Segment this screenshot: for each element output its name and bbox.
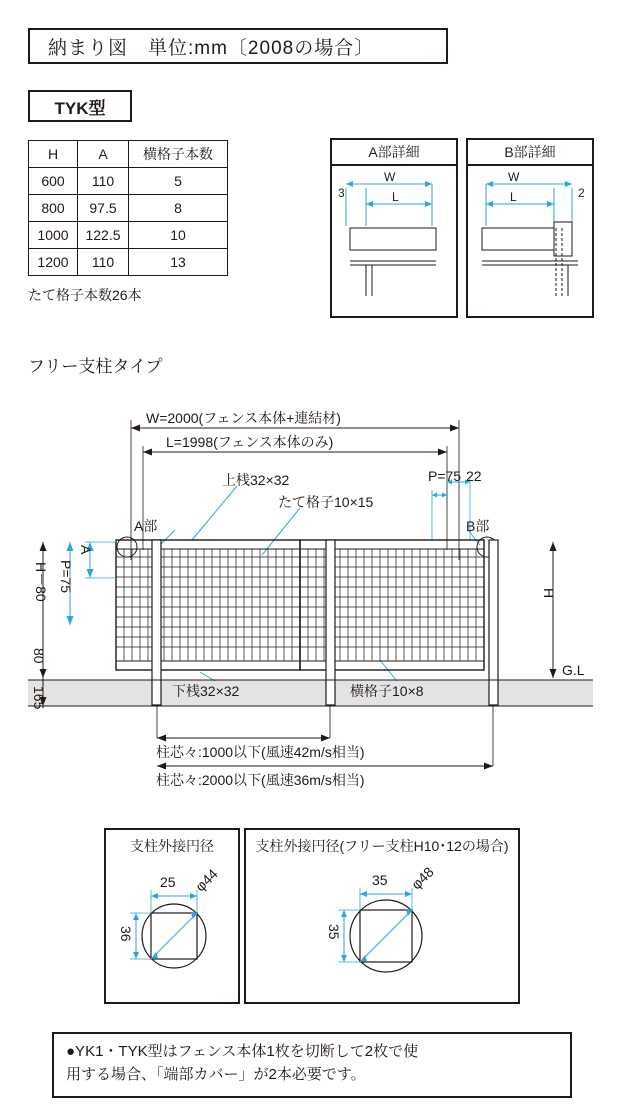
detail-b-label-l: L [510,190,517,204]
post-circle-left-title: 支柱外接円径 [130,838,214,854]
dim-a-label: A [78,545,94,555]
table-cell: 5 [129,168,228,195]
detail-b-title: B部詳細 [468,140,592,166]
dim-l-label: L=1998(フェンス本体のみ) [166,434,334,450]
p75-top-label: P=75 [428,468,462,484]
detail-b-box [466,138,594,318]
free-post-label: フリー支柱タイプ [28,357,163,376]
detail-a-drawing [332,166,456,316]
detail-b-label-w: W [508,170,520,184]
detail-a-title: A部詳細 [332,140,456,166]
gl-label: G.L [562,662,585,678]
table-cell: 110 [78,168,129,195]
dim-22-label: 22 [466,468,482,484]
vertical-lattice-label: たて格子10×15 [278,494,374,510]
dim-w-label: W=2000(フェンス本体+連結材) [146,410,341,426]
table-header-cell: 横格子本数 [129,141,228,168]
table-row [29,195,228,222]
table-header-row [29,141,228,168]
p75-left-label: P=75 [58,560,74,594]
table-header-cell: A [78,141,129,168]
type-label-box [28,90,132,122]
footer-note-line-2: 用する場合、「端部カバー」が2本必要です。 [66,1065,366,1083]
detail-a-label-l: L [392,190,399,204]
table-cell: 600 [29,168,78,195]
page-title [28,28,448,64]
circle-right-dim-side: 35 [326,924,342,940]
table-cell: 97.5 [78,195,129,222]
table-cell: 8 [129,195,228,222]
horizontal-lattice-label: 横格子10×8 [350,683,424,699]
table-note: たて格子本数26本 [28,287,142,303]
circle-left-dim-side: 36 [118,926,134,942]
table-cell: 1200 [29,249,78,276]
table-cell: 800 [29,195,78,222]
footer-note [52,1032,572,1098]
table-row [29,168,228,195]
dim-80-label: 80 [31,648,47,664]
upper-rail-label: 上桟32×32 [222,472,290,488]
main-elevation [0,390,623,790]
pitch-note-2: 柱芯々:2000以下(風速36m/s相当) [156,772,365,788]
circle-right-dim-top: 35 [372,872,388,888]
lower-rail-label: 下桟32×32 [172,683,240,699]
page-title-text: 納まり図 単位:mm〔2008の場合〕 [48,37,375,59]
detail-b-label-2: 2 [578,186,585,200]
type-label-text: TYK型 [54,98,106,118]
post-circle-right-box [244,828,520,1004]
detail-b-drawing [468,166,592,316]
circle-left-dim-dia: φ44 [191,865,221,895]
detail-a-label-3: 3 [338,186,345,200]
post-circle-left-box [104,828,240,1004]
h-minus-80-label: H－80 [33,562,49,602]
detail-a-label-w: W [384,170,396,184]
post-circle-right-title: 支柱外接円径(フリー支柱H10･12の場合) [255,838,509,854]
part-b-label: B部 [466,518,490,534]
table-cell: 13 [129,249,228,276]
circle-right-dim-dia: φ48 [407,863,437,893]
table-header-cell: H [29,141,78,168]
circle-left-dim-top: 25 [160,874,176,890]
table-cell: 122.5 [78,222,129,249]
footer-note-line-1: ●YK1・TYK型はフェンス本体1枚を切断して2枚で使 [66,1043,419,1060]
part-a-label: A部 [134,518,158,534]
table-row [29,249,228,276]
table-row [29,222,228,249]
detail-a-box [330,138,458,318]
pitch-note-1: 柱芯々:1000以下(風速42m/s相当) [156,744,365,760]
table-cell: 10 [129,222,228,249]
dim-165-label: 165 [31,686,47,710]
h-right-label: H [541,588,557,599]
table-cell: 110 [78,249,129,276]
spec-table [28,140,228,276]
table-cell: 1000 [29,222,78,249]
